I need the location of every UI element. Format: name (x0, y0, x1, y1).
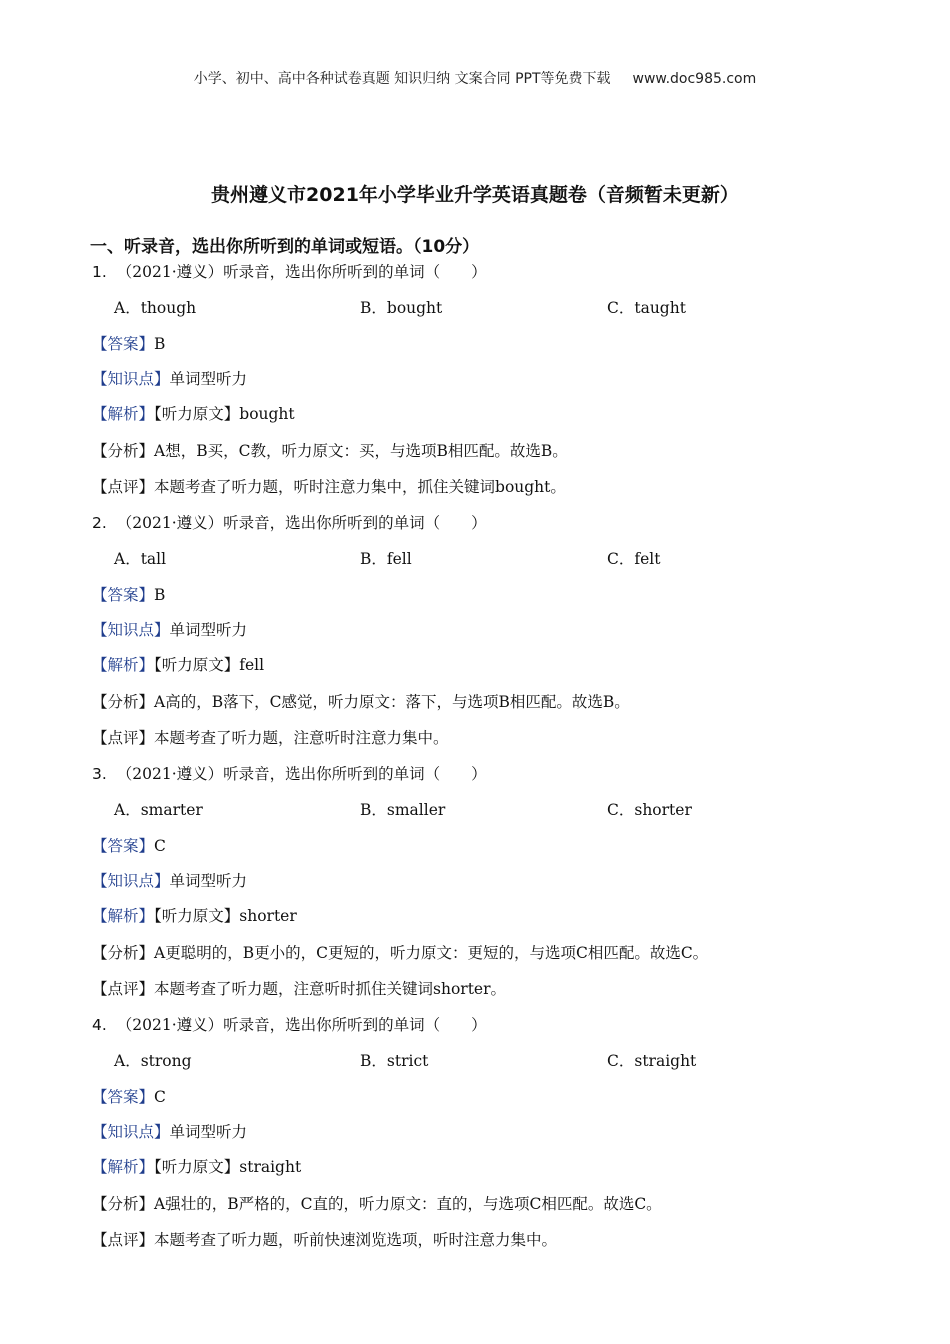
option-row (0, 1049, 950, 1069)
option-b: B．smaller (360, 801, 446, 819)
option-c: C．shorter (607, 801, 692, 819)
fenxi-line: 【分析】A高的，B落下，C感觉，听力原文：落下，与选项B相匹配。故选B。 (92, 693, 630, 711)
analysis-line: 【解析】【听力原文】shorter (92, 907, 297, 925)
answer-line: 【答案】C (92, 1088, 166, 1106)
question-stem: 1. （2021·遵义）听录音，选出你所听到的单词（ ） (92, 263, 487, 281)
section-heading: 一、听录音，选出你所听到的单词或短语。（10分） (90, 237, 480, 257)
answer-line: 【答案】C (92, 837, 166, 855)
option-row (0, 296, 950, 316)
analysis-line: 【解析】【听力原文】bought (92, 405, 295, 423)
fenxi-line: 【分析】A强壮的，B严格的，C直的，听力原文：直的，与选项C相匹配。故选C。 (92, 1195, 662, 1213)
option-a: A．though (114, 299, 197, 317)
knowledge-line: 【知识点】单词型听力 (92, 621, 248, 639)
comment-line: 【点评】本题考查了听力题，注意听时抓住关键词shorter。 (92, 980, 507, 998)
header-text: 小学、初中、高中各种试卷真题 知识归纳 文案合同 PPT等免费下载 (193, 71, 611, 87)
fenxi-line: 【分析】A想，B买，C教，听力原文：买，与选项B相匹配。故选B。 (92, 442, 568, 460)
option-row (0, 547, 950, 567)
fenxi-line: 【分析】A更聪明的，B更小的，C更短的，听力原文：更短的，与选项C相匹配。故选C。 (92, 944, 709, 962)
analysis-line: 【解析】【听力原文】straight (92, 1158, 302, 1176)
question-stem: 4. （2021·遵义）听录音，选出你所听到的单词（ ） (92, 1016, 487, 1034)
answer-line: 【答案】B (92, 335, 166, 353)
option-a: A．smarter (114, 801, 203, 819)
knowledge-line: 【知识点】单词型听力 (92, 370, 248, 388)
question-stem: 3. （2021·遵义）听录音，选出你所听到的单词（ ） (92, 765, 487, 783)
analysis-line: 【解析】【听力原文】fell (92, 656, 265, 674)
option-b: B．fell (360, 550, 412, 568)
option-a: A．strong (114, 1052, 192, 1070)
option-b: B．strict (360, 1052, 429, 1070)
knowledge-line: 【知识点】单词型听力 (92, 1123, 248, 1141)
question-stem: 2. （2021·遵义）听录音，选出你所听到的单词（ ） (92, 514, 487, 532)
comment-line: 【点评】本题考查了听力题，听前快速浏览选项，听时注意力集中。 (92, 1231, 558, 1249)
header-site-link[interactable]: www.doc985.com (632, 71, 757, 87)
option-row (0, 798, 950, 818)
page-header (0, 68, 950, 88)
comment-line: 【点评】本题考查了听力题，注意听时注意力集中。 (92, 729, 449, 747)
option-a: A．tall (114, 550, 167, 568)
option-c: C．straight (607, 1052, 697, 1070)
comment-line: 【点评】本题考查了听力题，听时注意力集中，抓住关键词bought。 (92, 478, 566, 496)
option-c: C．taught (607, 299, 686, 317)
page-title: 贵州遵义市2021年小学毕业升学英语真题卷（音频暂未更新） (211, 184, 739, 206)
option-c: C．felt (607, 550, 661, 568)
answer-line: 【答案】B (92, 586, 166, 604)
option-b: B．bought (360, 299, 443, 317)
knowledge-line: 【知识点】单词型听力 (92, 872, 248, 890)
